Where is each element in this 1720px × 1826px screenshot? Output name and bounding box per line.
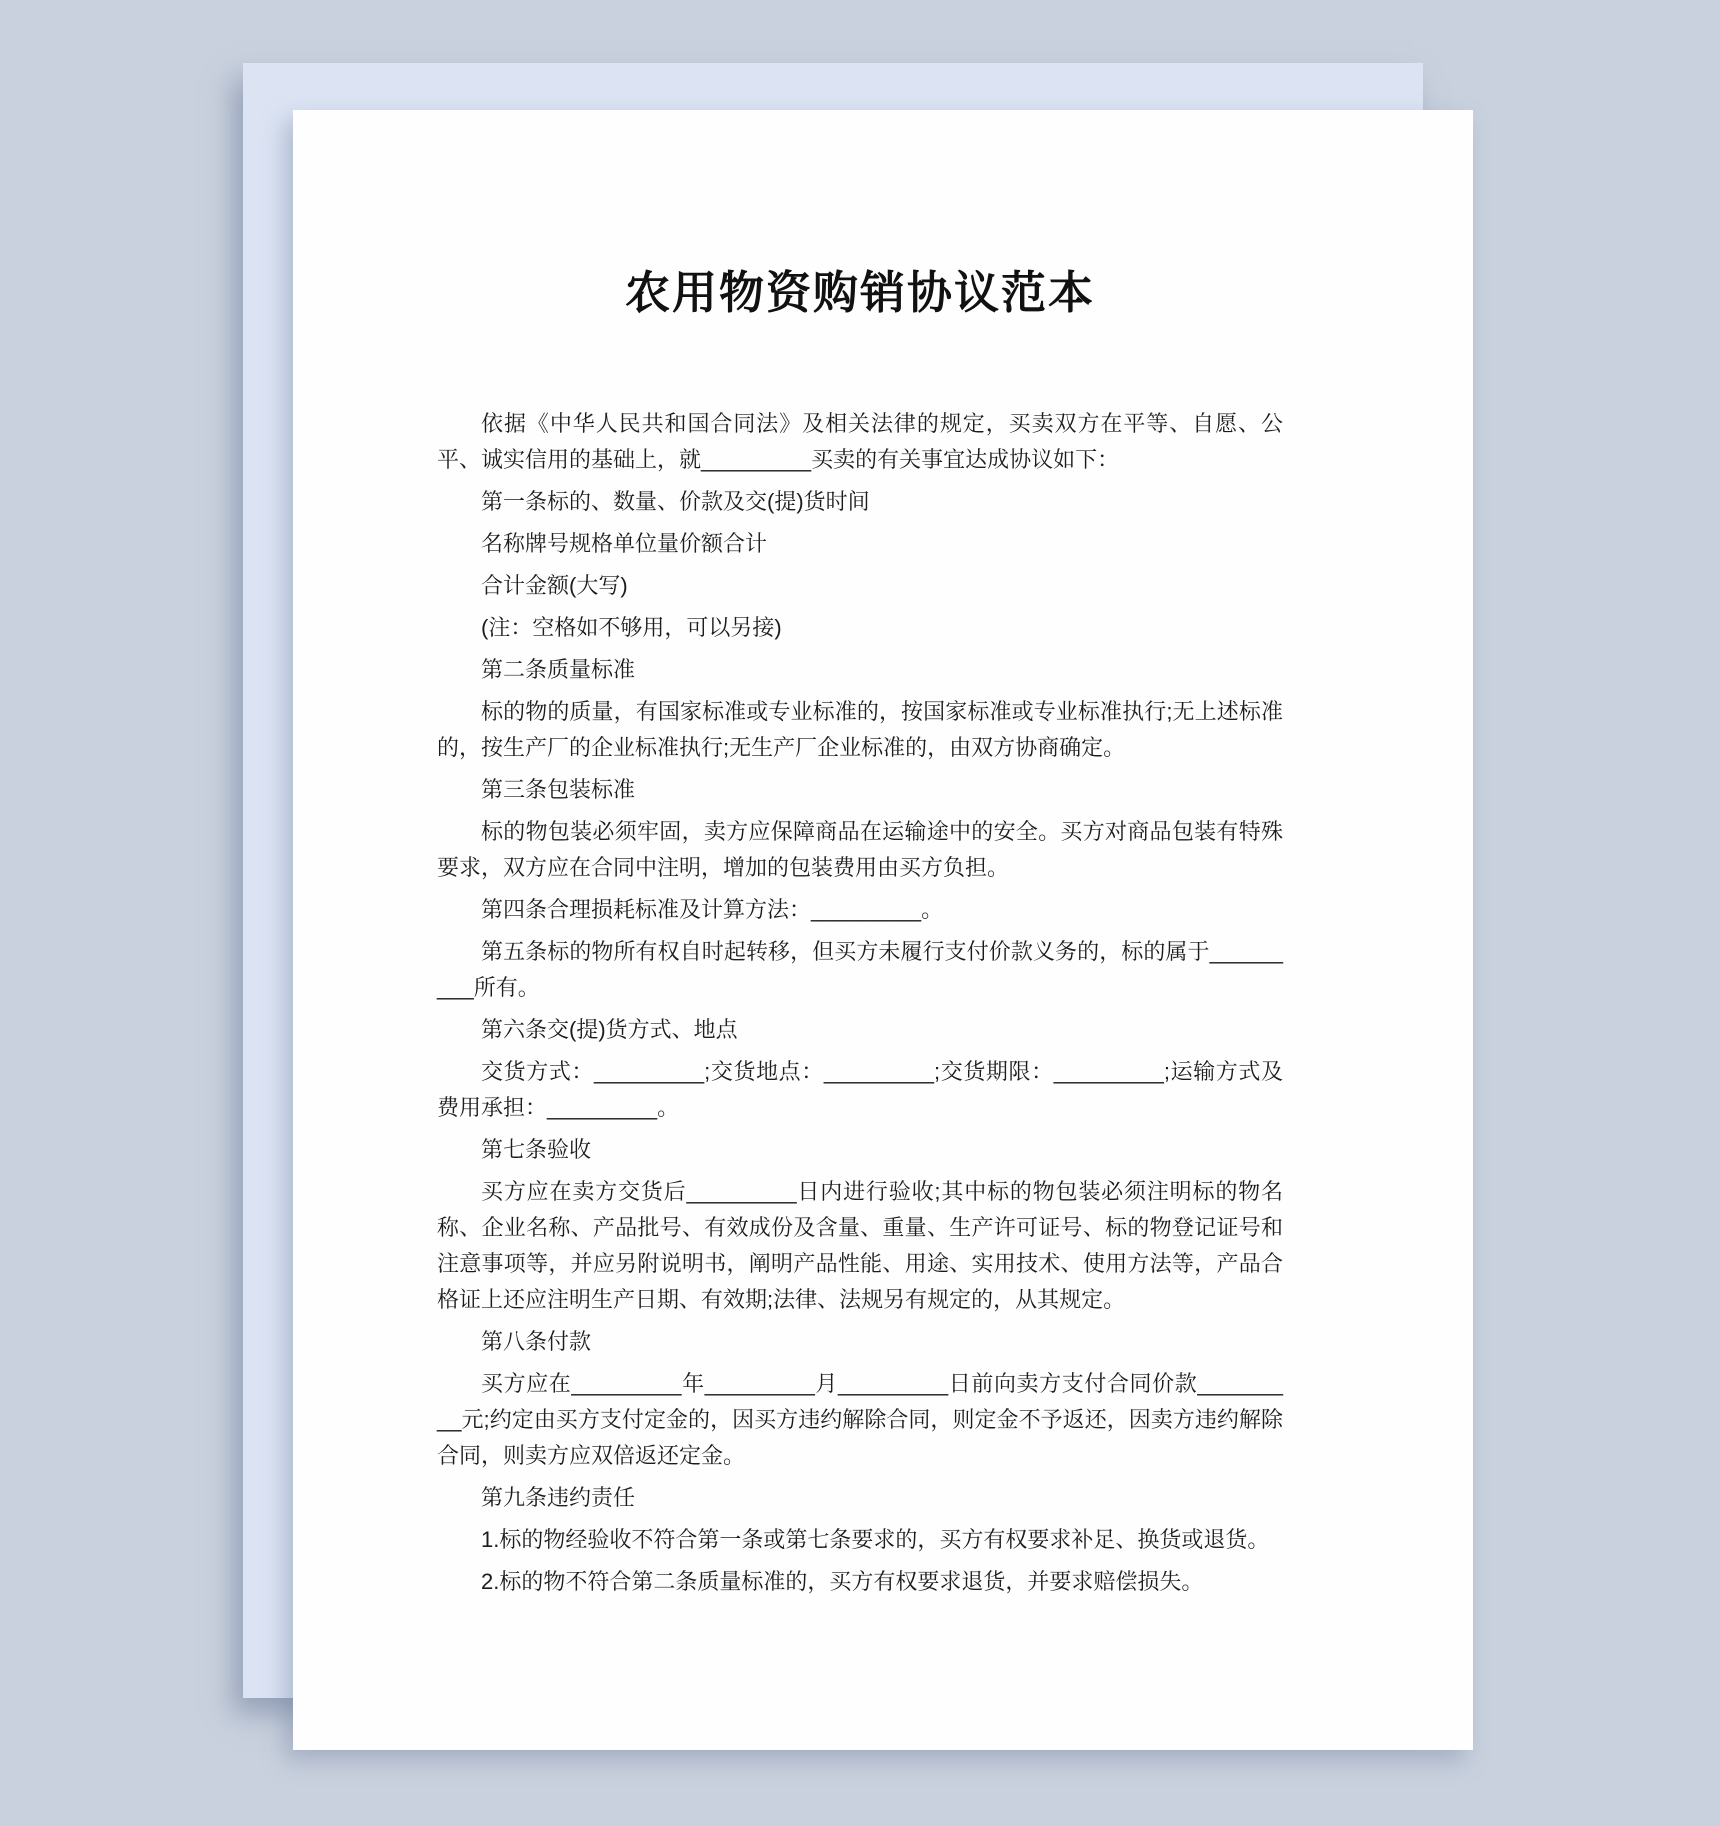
paragraph: 第七条验收 [481, 1137, 592, 1162]
paragraph: 第六条交(提)货方式、地点 [481, 1017, 738, 1042]
paragraph: 合计金额(大写) [481, 573, 628, 598]
document-body [437, 406, 1283, 1600]
paragraph: 买方应在卖方交货后_________日内进行验收;其中标的物包装必须注明标的物名称、企业名称、产品批号、有效成份及含量、重量、生产许可证号、标的物登记证号和注意事项等，并应另附说明书，阐明产品性能、用途、实用技术、使用方法等，产品合格证上还应注明生产日期、有效期;法律、法规另有规定的，从其规定。 [437, 1179, 1283, 1312]
paragraph: 2.标的物不符合第二条质量标准的，买方有权要求退货，并要求赔偿损失。 [481, 1569, 1204, 1594]
paragraph: 标的物的质量，有国家标准或专业标准的，按国家标准或专业标准执行;无上述标准的，按生产厂的企业标准执行;无生产厂企业标准的，由双方协商确定。 [437, 699, 1283, 760]
paragraph: 第八条付款 [481, 1329, 592, 1354]
paragraph: 第三条包装标准 [481, 777, 636, 802]
paragraph: 标的物包装必须牢固，卖方应保障商品在运输途中的安全。买方对商品包装有特殊要求，双方应在合同中注明，增加的包装费用由买方负担。 [437, 819, 1283, 880]
paragraph: 第二条质量标准 [481, 657, 636, 682]
document-content [293, 110, 1473, 1600]
document-title: 农用物资购销协议范本 [624, 267, 1095, 318]
paragraph: 第九条违约责任 [481, 1485, 636, 1510]
paragraph: 依据《中华人民共和国合同法》及相关法律的规定，买卖双方在平等、自愿、公平、诚实信用的基础上，就_________买卖的有关事宜达成协议如下： [437, 411, 1283, 472]
paragraph: 名称牌号规格单位量价额合计 [481, 531, 768, 556]
paragraph: 1.标的物经验收不符合第一条或第七条要求的，买方有权要求补足、换货或退货。 [481, 1527, 1270, 1552]
paragraph: 第五条标的物所有权自时起转移，但买方未履行支付价款义务的，标的属于_________所有。 [437, 939, 1283, 1000]
paragraph: 第四条合理损耗标准及计算方法：_________。 [481, 897, 944, 922]
document-page [293, 110, 1473, 1750]
paragraph: (注：空格如不够用，可以另接) [481, 615, 782, 640]
paragraph: 第一条标的、数量、价款及交(提)货时间 [481, 489, 870, 514]
paragraph: 交货方式：_________;交货地点：_________;交货期限：_________;运输方式及费用承担：_________。 [437, 1059, 1283, 1120]
paragraph: 买方应在_________年_________月_________日前向卖方支付合同价款_________元;约定由买方支付定金的，因买方违约解除合同，则定金不予返还，因卖方违约解除合同，则卖方应双倍返还定金。 [437, 1371, 1283, 1468]
